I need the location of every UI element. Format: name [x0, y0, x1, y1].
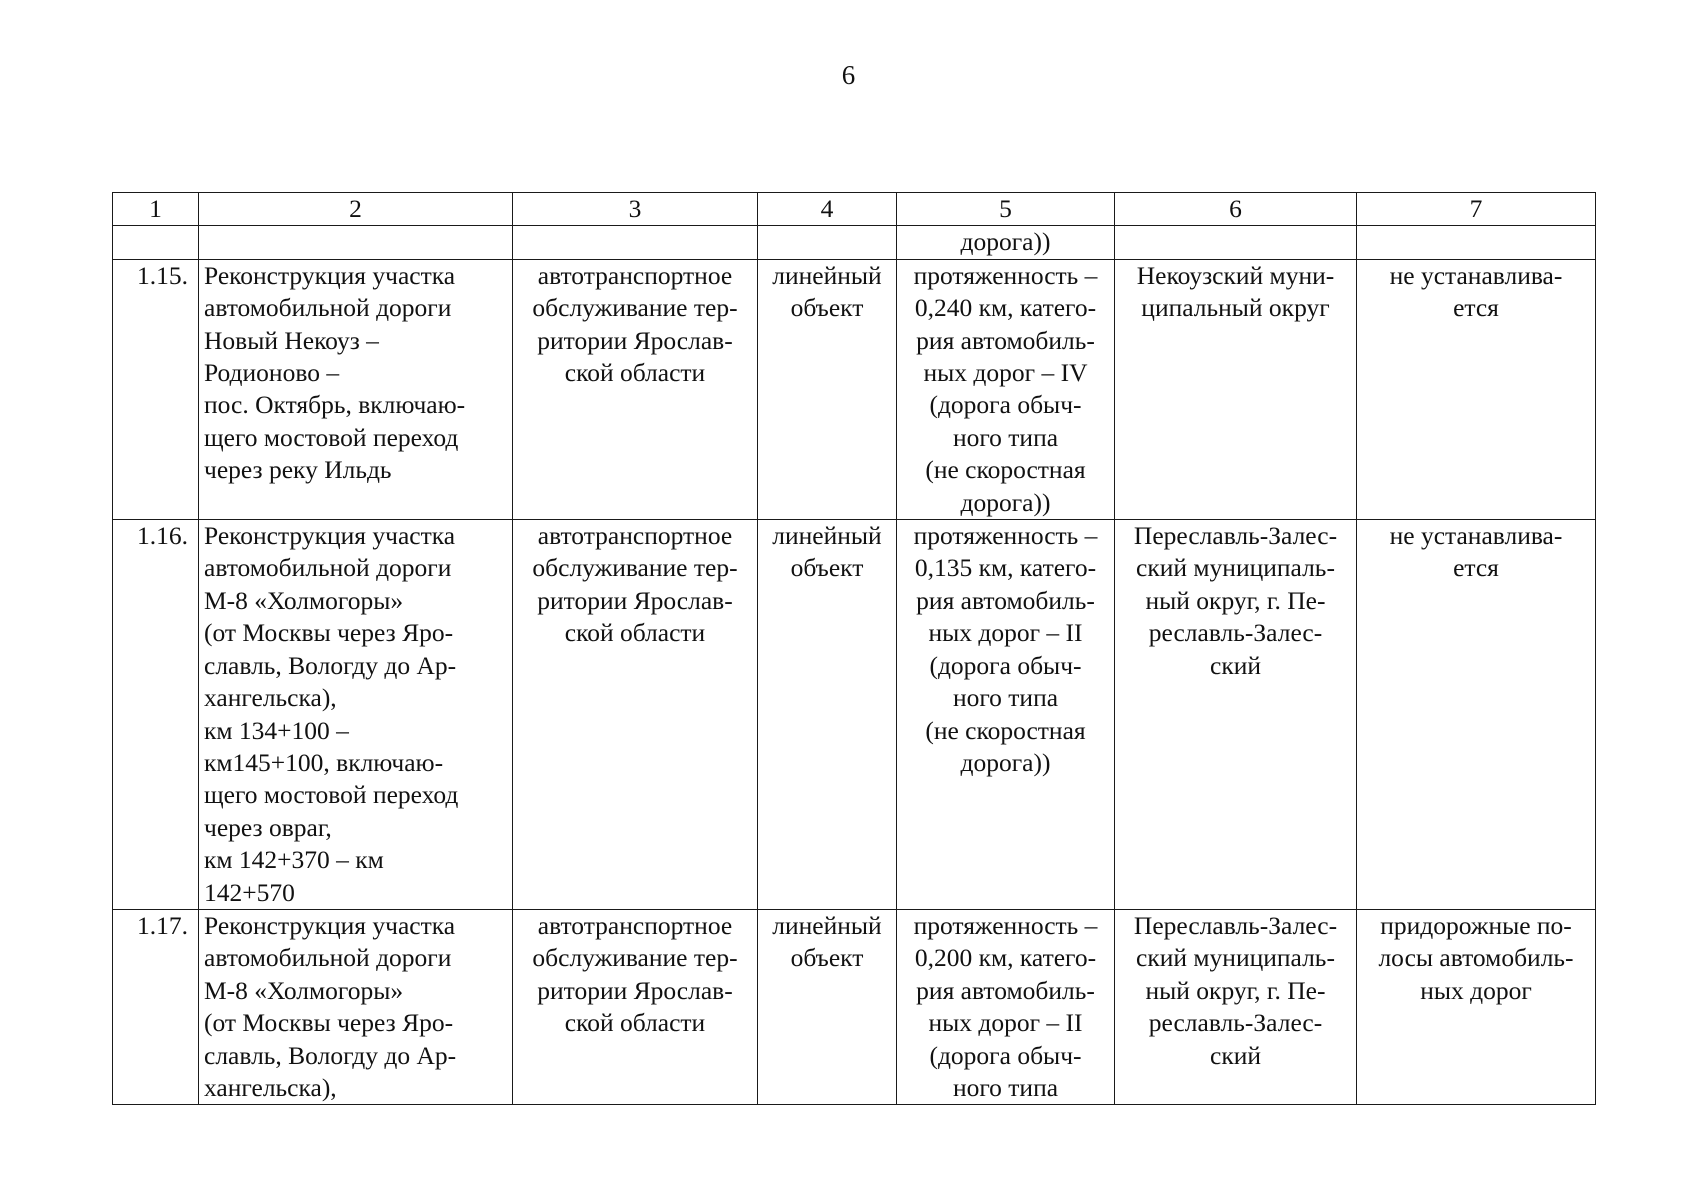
- cell-line: Новый Некоуз –: [204, 325, 379, 355]
- column-number-header: 1: [113, 193, 199, 226]
- object-type-cell: [758, 520, 897, 910]
- cell-line: придорожные по-: [1380, 910, 1572, 940]
- continuation-cell: [758, 226, 897, 259]
- cell-line: Реконструкция участка: [204, 521, 456, 551]
- cell-line: щего мостовой переход: [204, 780, 459, 810]
- cell-line: ных дорог: [1420, 975, 1532, 1005]
- cell-line: 142+570: [204, 877, 295, 907]
- cell-line: М-8 «Холмогоры»: [204, 585, 404, 615]
- cell-line: автотранспортное: [537, 260, 733, 290]
- cell-line: линейный: [772, 521, 882, 551]
- cell-line: славль, Вологду до Ар-: [204, 650, 457, 680]
- cell-line: ных дорог – II: [928, 618, 1083, 648]
- cell-line: автомобильной дороги: [204, 943, 452, 973]
- continuation-cell: [199, 226, 513, 259]
- cell-line: реславль-Залес-: [1148, 1008, 1323, 1038]
- cell-line: ный округ, г. Пе-: [1145, 975, 1326, 1005]
- cell-line: Переславль-Залес-: [1133, 910, 1338, 940]
- cell-line: ритории Ярослав-: [537, 585, 733, 615]
- cell-line: 0,200 км, катего-: [914, 943, 1097, 973]
- cell-line: обслуживание тер-: [532, 553, 738, 583]
- cell-line: рия автомобиль-: [916, 585, 1095, 615]
- zones-cell: [1357, 520, 1596, 910]
- cell-line: линейный: [772, 910, 882, 940]
- continuation-cell: [513, 226, 758, 259]
- location-cell: [1115, 909, 1357, 1104]
- cell-line: км 142+370 – км: [204, 845, 384, 875]
- cell-line: (дорога обыч-: [929, 650, 1082, 680]
- cell-line: ципальный округ: [1141, 293, 1330, 323]
- column-number-header: 4: [758, 193, 897, 226]
- cell-line: ется: [1453, 293, 1499, 323]
- cell-line: ного типа: [952, 1072, 1059, 1102]
- cell-line: щего мостовой переход: [204, 422, 459, 452]
- cell-line: славль, Вологду до Ар-: [204, 1040, 457, 1070]
- cell-line: ного типа: [952, 683, 1059, 713]
- cell-line: (дорога обыч-: [929, 1040, 1082, 1070]
- cell-line: ский: [1210, 1040, 1261, 1070]
- purpose-cell: [513, 909, 758, 1104]
- purpose-cell: [513, 520, 758, 910]
- cell-line: (дорога обыч-: [929, 390, 1082, 420]
- cell-line: Переславль-Залес-: [1133, 521, 1338, 551]
- zones-cell: [1357, 909, 1596, 1104]
- cell-line: автомобильной дороги: [204, 293, 452, 323]
- cell-line: ных дорог – IV: [923, 358, 1088, 388]
- cell-line: (от Москвы через Яро-: [204, 618, 454, 648]
- column-number-header: 3: [513, 193, 758, 226]
- table-row: [113, 259, 1596, 519]
- cell-line: ных дорог – II: [928, 1008, 1083, 1038]
- column-number-header: 7: [1357, 193, 1596, 226]
- table-row: [113, 520, 1596, 910]
- object-name-cell: [199, 909, 513, 1104]
- location-cell: [1115, 520, 1357, 910]
- column-number-row: [113, 193, 1596, 226]
- location-cell: [1115, 259, 1357, 519]
- cell-line: объект: [790, 943, 864, 973]
- objects-table: [112, 192, 1596, 1105]
- cell-line: рия автомобиль-: [916, 325, 1095, 355]
- characteristics-cell: [897, 259, 1115, 519]
- cell-line: ного типа: [952, 422, 1059, 452]
- cell-line: 0,135 км, катего-: [914, 553, 1097, 583]
- continuation-row: [113, 226, 1596, 259]
- cell-line: автотранспортное: [537, 910, 733, 940]
- cell-line: через овраг,: [204, 812, 332, 842]
- cell-line: линейный: [772, 260, 882, 290]
- continuation-cell: дорога)): [897, 226, 1115, 259]
- cell-line: хангельска),: [204, 683, 337, 713]
- page-number: 6: [841, 60, 856, 90]
- cell-line: М-8 «Холмогоры»: [204, 975, 404, 1005]
- object-name-cell: [199, 259, 513, 519]
- cell-line: объект: [790, 553, 864, 583]
- cell-line: ский муниципаль-: [1136, 553, 1335, 583]
- cell-line: дорога)): [960, 747, 1051, 777]
- column-number-header: 6: [1115, 193, 1357, 226]
- row-number-cell: 1.16.: [113, 520, 199, 910]
- cell-line: ский муниципаль-: [1136, 943, 1335, 973]
- cell-line: не устанавлива-: [1389, 260, 1563, 290]
- cell-line: Реконструкция участка: [204, 260, 456, 290]
- cell-line: не устанавлива-: [1389, 521, 1563, 551]
- characteristics-cell: [897, 520, 1115, 910]
- cell-line: ской области: [564, 1008, 706, 1038]
- cell-line: хангельска),: [204, 1072, 337, 1102]
- cell-line: автотранспортное: [537, 521, 733, 551]
- cell-line: ритории Ярослав-: [537, 325, 733, 355]
- cell-line: Реконструкция участка: [204, 910, 456, 940]
- row-number-cell: 1.15.: [113, 259, 199, 519]
- object-name-cell: [199, 520, 513, 910]
- cell-line: ный округ, г. Пе-: [1145, 585, 1326, 615]
- cell-line: ской области: [564, 358, 706, 388]
- cell-line: 0,240 км, катего-: [914, 293, 1097, 323]
- cell-line: автомобильной дороги: [204, 553, 452, 583]
- cell-line: км145+100, включаю-: [204, 747, 444, 777]
- cell-line: через реку Ильдь: [204, 455, 392, 485]
- cell-line: протяженность –: [913, 260, 1098, 290]
- cell-line: (от Москвы через Яро-: [204, 1008, 454, 1038]
- continuation-cell: [113, 226, 199, 259]
- cell-line: реславль-Залес-: [1148, 618, 1323, 648]
- object-type-cell: [758, 909, 897, 1104]
- cell-line: (не скоростная: [925, 715, 1086, 745]
- row-number-cell: 1.17.: [113, 909, 199, 1104]
- cell-line: Родионово –: [204, 358, 340, 388]
- cell-line: ской области: [564, 618, 706, 648]
- cell-line: протяженность –: [913, 521, 1098, 551]
- cell-line: км 134+100 –: [204, 715, 349, 745]
- cell-line: обслуживание тер-: [532, 293, 738, 323]
- object-type-cell: [758, 259, 897, 519]
- cell-line: ритории Ярослав-: [537, 975, 733, 1005]
- cell-line: дорога)): [960, 487, 1051, 517]
- cell-line: протяженность –: [913, 910, 1098, 940]
- continuation-cell: [1357, 226, 1596, 259]
- cell-line: пос. Октябрь, включаю-: [204, 390, 466, 420]
- cell-line: (не скоростная: [925, 455, 1086, 485]
- cell-line: ский: [1210, 650, 1261, 680]
- cell-line: ется: [1453, 553, 1499, 583]
- continuation-cell: [1115, 226, 1357, 259]
- table-row: [113, 909, 1596, 1104]
- cell-line: рия автомобиль-: [916, 975, 1095, 1005]
- column-number-header: 2: [199, 193, 513, 226]
- characteristics-cell: [897, 909, 1115, 1104]
- cell-line: обслуживание тер-: [532, 943, 738, 973]
- cell-line: лосы автомобиль-: [1378, 943, 1574, 973]
- cell-line: объект: [790, 293, 864, 323]
- zones-cell: [1357, 259, 1596, 519]
- cell-line: Некоузский муни-: [1136, 260, 1335, 290]
- purpose-cell: [513, 259, 758, 519]
- column-number-header: 5: [897, 193, 1115, 226]
